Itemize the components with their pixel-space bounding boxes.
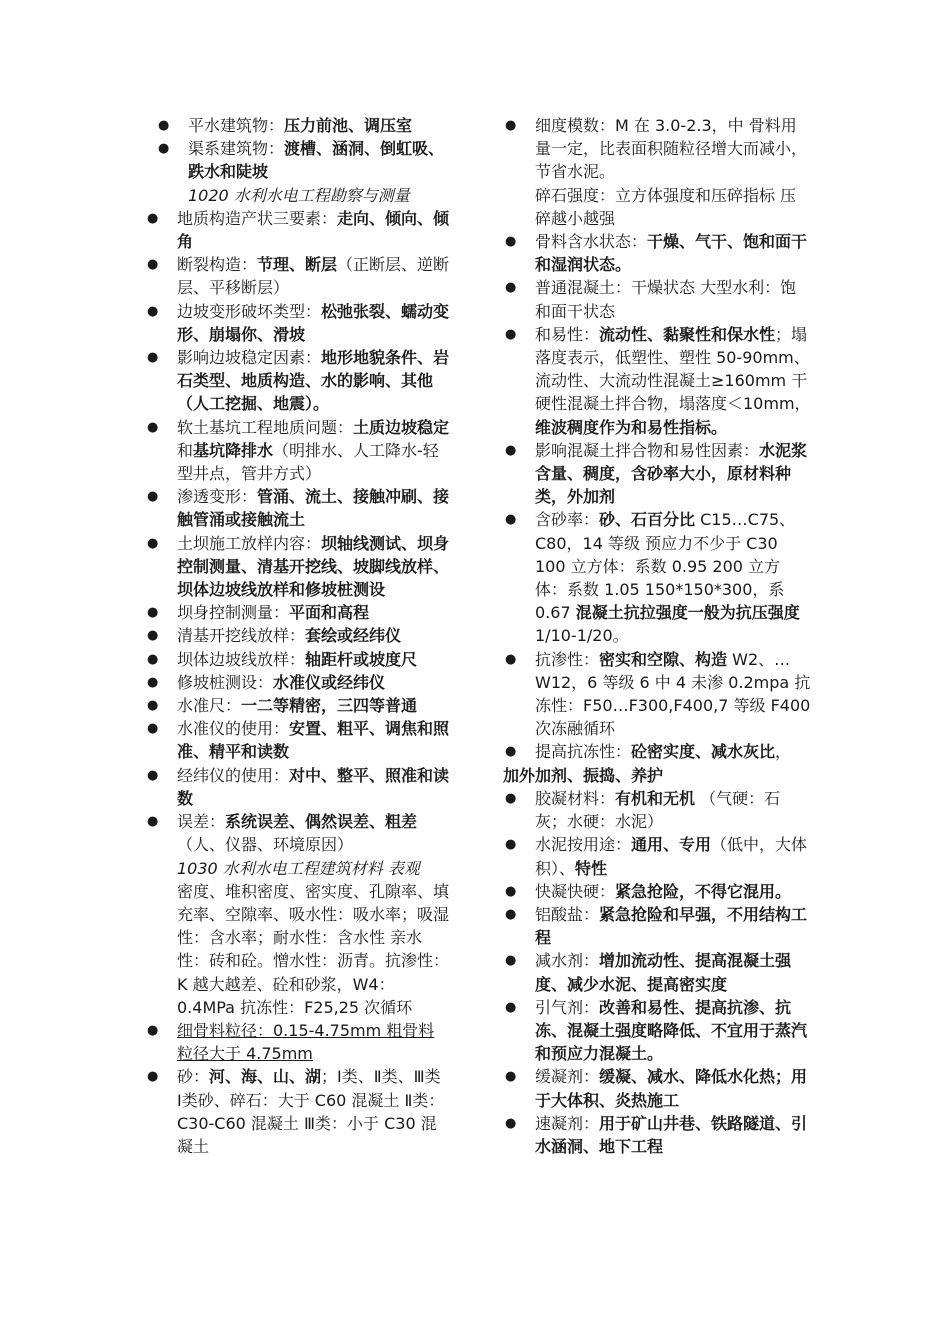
list-item: ● 土坝施工放样内容：坝轴线测试、坝身控制测量、清基开挖线、坡脚线放样、坝体边坡线放样和修坡桩测设 [145,532,450,602]
bullet-icon [147,648,158,671]
list-item: ● 快凝快硬：紧急抢险，不得它混用。 [503,880,811,903]
list-item: ● 地质构造产状三要素：走向、倾向、倾角 [145,207,450,253]
bullet-icon [505,230,516,253]
bullet-icon [147,346,158,369]
bullet-icon [505,323,516,346]
list-item: ● 坝体边坡线放样：轴距杆或坡度尺 [145,648,450,671]
list-item: ● 断裂构造：节理、断层（正断层、逆断层、平移断层） [145,253,450,299]
list-item: ● 清基开挖线放样：套绘或经纬仪 [145,624,450,647]
bullet-icon [505,833,516,856]
bullet-icon [505,880,516,903]
bullet-icon [147,810,158,833]
list-item: ● 软土基坑工程地质问题：土质边坡稳定和基坑降排水（明排水、人工降水-轻型井点，管井方式） [145,416,450,486]
list-item: ● 坝身控制测量：平面和高程 [145,601,450,624]
left-column [145,114,450,1158]
list-item: ● 经纬仪的使用：对中、整平、照准和读数 [145,764,450,810]
list-item: ● 水准仪的使用：安置、粗平、调焦和照准、精平和读数 [145,717,450,763]
bullet-icon [505,949,516,972]
bullet-icon [147,624,158,647]
paragraph: 碎石强度：立方体强度和压碎指标 压碎越小越强 [535,185,797,228]
paragraph: 加外加剂、振捣、养护 [503,765,664,785]
bullet-icon [505,1112,516,1135]
list-item: ● 速凝剂：用于矿山井巷、铁路隧道、引水涵洞、地下工程 [503,1112,811,1158]
list-item: ● 平水建筑物：压力前池、调压室 [145,114,450,137]
right-column [503,114,811,1158]
bullet-icon [158,114,169,137]
list-item: ● 抗渗性：密实和空隙、构造 W2、…W12，6 等级 6 中 4 未渗 0.2mpa 抗冻性：F50…F300,F400,7 等级 F400 次冻融循环 [503,648,811,741]
bullet-icon [147,532,158,555]
bullet-icon [147,671,158,694]
bullet-icon [505,1065,516,1088]
list-item: ● 减水剂：增加流动性、提高混凝土强度、减少水泥、提高密实度 [503,949,811,995]
list-item: ● 骨料含水状态：干燥、气干、饱和面干和湿润状态。 [503,230,811,276]
list-item: ● 影响混凝土拌合物和易性因素：水泥浆含量、稠度，含砂率大小，原材料种类，外加剂 [503,439,811,509]
bullet-icon [147,207,158,230]
list-item: ● 水准尺：一二等精密，三四等普通 [145,694,450,717]
bullet-icon [147,1065,158,1088]
list-item: ● 引气剂：改善和易性、提高抗渗、抗冻、混凝土强度略降低、不宜用于蒸汽和预应力混凝土。 [503,996,811,1066]
bullet-icon [147,485,158,508]
bullet-icon [147,764,158,787]
bullet-icon [147,694,158,717]
list-item: ● 提高抗冻性：砼密实度、减水灰比， [503,740,811,763]
bullet-icon [505,648,516,671]
bullet-icon [505,276,516,299]
list-item: ● 误差：系统误差、偶然误差、粗差（人、仪器、环境原因） [145,810,450,856]
bullet-icon [147,253,158,276]
list-item: ● 普通混凝土：干燥状态 大型水利：饱和面干状态 [503,276,811,322]
bullet-icon [158,137,169,160]
list-item: ● 修坡桩测设：水准仪或经纬仪 [145,671,450,694]
section-heading: 1030 水利水电工程建筑材料 表观 [177,858,420,878]
bullet-icon [505,787,516,810]
bullet-icon [505,439,516,462]
section-heading: 1020 水利水电工程勘察与测量 [188,185,410,205]
list-item: ● 细度模数：M 在 3.0-2.3，中 骨料用量一定，比表面积随粒径增大而减小，节省水泥。 [503,114,811,184]
bullet-icon [505,996,516,1019]
bullet-icon [147,1019,158,1042]
paragraph: 密度、堆积密度、密实度、孔隙率、填充率、空隙率、吸水性：吸水率；吸湿性：含水率；耐水性：含水性 亲水性：砖和砼。憎水性：沥青。抗渗性：K 越大越差、砼和砂浆，W4：0.4MPa 抗冻性：F25,25 次循环 [177,881,450,1017]
bullet-icon [505,903,516,926]
list-item: ● 影响边坡稳定因素：地形地貌条件、岩石类型、地质构造、水的影响、其他（人工挖掘、地震）。 [145,346,450,416]
list-item: ● 渠系建筑物：渡槽、涵洞、倒虹吸、跌水和陡坡 [145,137,450,183]
list-item: ● 胶凝材料：有机和无机 （气硬：石灰；水硬：水泥） [503,787,811,833]
bullet-icon [505,740,516,763]
list-item: ● 砂：河、海、山、湖；Ⅰ类、Ⅱ类、Ⅲ类 Ⅰ类砂、碎石：大于 C60 混凝土 Ⅱ类：C30-C60 混凝土 Ⅲ类：小于 C30 混凝土 [145,1065,450,1158]
bullet-icon [147,416,158,439]
list-item: ● 含砂率：砂、石百分比 C15…C75、C80，14 等级 预应力不少于 C30 100 立方体：系数 0.95 200 立方体：系数 1.05 150*150*300，系 0.67 混凝土抗拉强度一般为抗压强度 1/10-1/20。 [503,508,811,647]
bullet-icon [505,114,516,137]
list-item: ● 渗透变形：管涌、流土、接触冲刷、接触管涌或接触流土 [145,485,450,531]
list-item: ● 边坡变形破坏类型：松弛张裂、蠕动变形、崩塌你、滑坡 [145,300,450,346]
bullet-icon [505,508,516,531]
list-item: ● 和易性：流动性、黏聚性和保水性；塌落度表示，低塑性、塑性 50-90mm、流动性、大流动性混凝土≥160mm 干硬性混凝土拌合物，塌落度＜10mm，维波稠度作为和易性指标。 [503,323,811,439]
bullet-icon [147,717,158,740]
list-item: ● 铝酸盐：紧急抢险和早强，不用结构工程 [503,903,811,949]
list-item: ● 水泥按用途：通用、专用（低中，大体积）、特性 [503,833,811,879]
list-item: ● 缓凝剂：缓凝、减水、降低水化热；用于大体积、炎热施工 [503,1065,811,1111]
bullet-icon [147,300,158,323]
list-item: ● 细骨料粒径：0.15-4.75mm 粗骨料粒径大于 4.75mm [145,1019,450,1065]
bullet-icon [147,601,158,624]
